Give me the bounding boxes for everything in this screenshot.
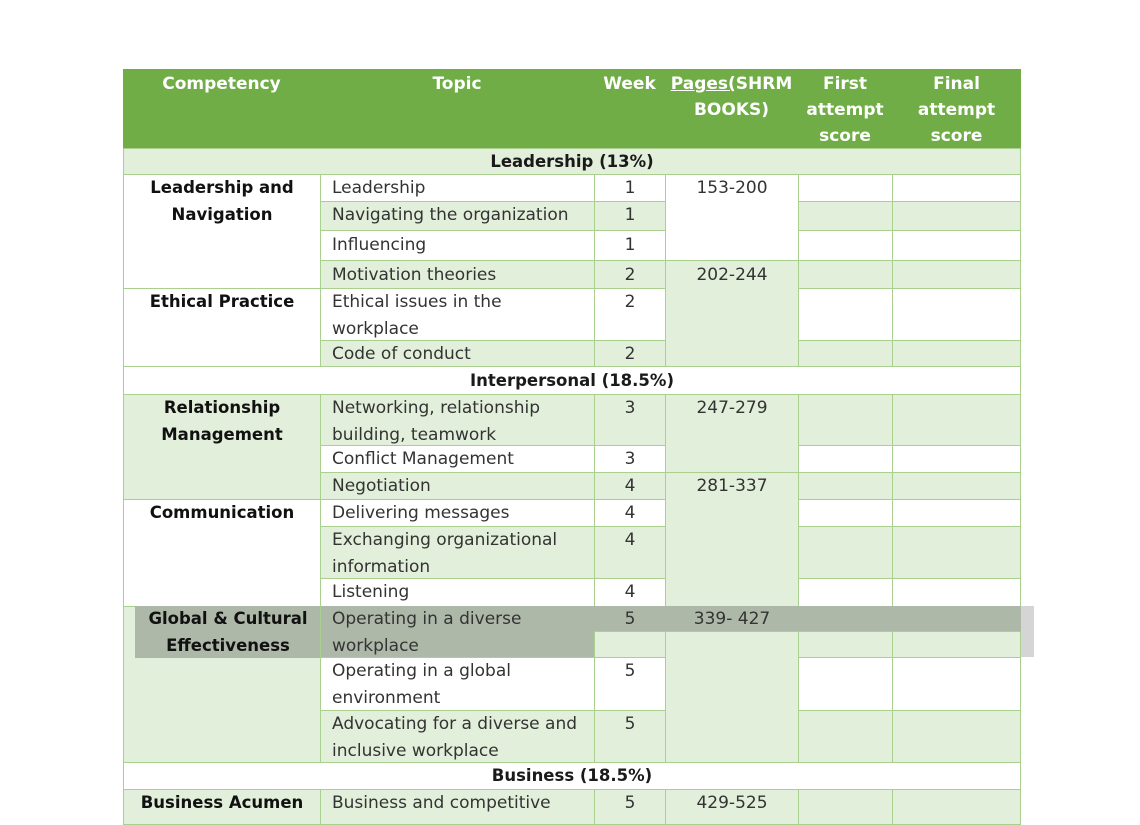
week-cell: 1 <box>594 174 666 202</box>
final-score-cell-lower[interactable] <box>892 631 1021 658</box>
topic-line: workplace <box>332 318 419 339</box>
header-final-line3: score <box>930 126 983 146</box>
week-cell: 2 <box>594 260 666 289</box>
week-cell: 3 <box>594 445 666 473</box>
final-score-cell[interactable] <box>892 578 1021 607</box>
week-cell: 5 <box>594 789 666 825</box>
topic-line: Exchanging organizational <box>332 530 558 550</box>
header-pages-part3: BOOKS) <box>693 100 770 120</box>
header-first-attempt <box>798 70 892 149</box>
topic-line: Ethical issues in the <box>332 292 502 312</box>
final-score-cell[interactable] <box>892 260 1021 289</box>
week-cell: 5 <box>594 606 666 632</box>
pages-cell: 429-525 <box>665 789 799 825</box>
topic-cell: Negotiation <box>320 472 595 500</box>
section-leadership: Leadership (13%) <box>123 148 1021 175</box>
topic-cell: Navigating the organization <box>320 201 595 231</box>
first-score-cell[interactable] <box>798 445 893 473</box>
final-score-cell[interactable] <box>892 288 1021 341</box>
first-score-cell[interactable] <box>798 174 893 202</box>
topic-line: Operating in a diverse <box>332 609 522 629</box>
topic-cell: Code of conduct <box>320 340 595 367</box>
first-score-cell[interactable] <box>798 526 893 579</box>
final-score-cell[interactable] <box>892 472 1021 500</box>
pages-cell: 153-200 <box>665 174 799 261</box>
final-score-cell[interactable] <box>892 657 1021 711</box>
week-cell: 5 <box>594 710 666 763</box>
topic-line: information <box>332 556 431 577</box>
topic-cell <box>320 394 595 446</box>
first-score-cell[interactable] <box>798 230 893 261</box>
week-cell: 1 <box>594 201 666 231</box>
topic-line: workplace <box>332 635 419 656</box>
topic-cell <box>320 288 595 341</box>
first-score-cell[interactable] <box>798 201 893 231</box>
competency-leadership-navigation <box>123 174 321 289</box>
topic-line: building, teamwork <box>332 424 497 445</box>
first-score-cell[interactable] <box>798 260 893 289</box>
final-score-cell[interactable] <box>892 789 1021 825</box>
topic-cell: Delivering messages <box>320 499 595 527</box>
competency-line: Global & Cultural <box>148 609 308 628</box>
final-score-cell[interactable] <box>892 606 1021 632</box>
competency-line: Effectiveness <box>166 635 290 655</box>
final-score-cell[interactable] <box>892 394 1021 446</box>
topic-cell <box>320 710 595 763</box>
topic-cell: Motivation theories <box>320 260 595 289</box>
header-pages-part2: SHRM <box>735 74 793 94</box>
week-cell: 2 <box>594 340 666 367</box>
first-score-cell[interactable] <box>798 472 893 500</box>
competency-global-cultural <box>135 606 321 658</box>
pages-cell: 202-244 <box>665 260 799 367</box>
header-competency: Competency <box>162 74 281 94</box>
first-score-cell-lower[interactable] <box>798 631 893 658</box>
competency-line: Relationship <box>163 398 281 417</box>
competency-line: Leadership and <box>150 178 294 197</box>
first-score-cell[interactable] <box>798 340 893 367</box>
topic-cell: Leadership <box>320 174 595 202</box>
first-score-cell[interactable] <box>798 789 893 825</box>
competency-line: Management <box>161 424 283 444</box>
final-score-cell[interactable] <box>892 340 1021 367</box>
topic-cell <box>320 606 595 658</box>
section-business: Business (18.5%) <box>123 762 1021 790</box>
header-pages <box>665 70 798 123</box>
final-score-cell[interactable] <box>892 201 1021 231</box>
week-cell: 4 <box>594 472 666 500</box>
topic-line: Networking, relationship <box>332 398 541 418</box>
topic-cell: Conflict Management <box>320 445 595 473</box>
pages-cell: 281-337 <box>665 472 799 607</box>
header-topic: Topic <box>432 74 482 94</box>
week-cell-lower <box>594 631 666 658</box>
competency-line: Navigation <box>171 204 273 224</box>
topic-line: environment <box>332 687 441 708</box>
week-cell: 4 <box>594 526 666 579</box>
first-score-cell[interactable] <box>798 606 893 632</box>
competency-relationship-management <box>123 394 321 500</box>
competency-ethical-practice: Ethical Practice <box>123 288 321 367</box>
week-cell: 1 <box>594 230 666 261</box>
pages-cell: 247-279 <box>665 394 799 473</box>
header-final-line1: Final <box>933 74 980 94</box>
scroll-marker <box>1021 606 1034 657</box>
pages-cell-lower <box>665 631 799 763</box>
week-cell: 3 <box>594 394 666 446</box>
first-score-cell[interactable] <box>798 394 893 446</box>
final-score-cell[interactable] <box>892 174 1021 202</box>
final-score-cell[interactable] <box>892 526 1021 579</box>
week-cell: 2 <box>594 288 666 341</box>
header-final-line2: attempt <box>917 100 996 120</box>
week-cell: 5 <box>594 657 666 711</box>
week-cell: 4 <box>594 499 666 527</box>
first-score-cell[interactable] <box>798 710 893 763</box>
pages-cell: 339- 427 <box>665 606 799 632</box>
topic-cell: Listening <box>320 578 595 607</box>
header-first-line2: attempt <box>806 100 884 120</box>
final-score-cell[interactable] <box>892 230 1021 261</box>
topic-line: inclusive workplace <box>332 740 499 761</box>
header-final-attempt <box>892 70 1021 149</box>
first-score-cell[interactable] <box>798 288 893 341</box>
topic-cell <box>320 526 595 579</box>
final-score-cell[interactable] <box>892 445 1021 473</box>
header-week: Week <box>603 74 656 94</box>
topic-cell: Influencing <box>320 230 595 261</box>
topic-cell <box>320 657 595 711</box>
first-score-cell[interactable] <box>798 499 893 527</box>
competency-business-acumen: Business Acumen <box>123 789 321 825</box>
week-cell: 4 <box>594 578 666 607</box>
final-score-cell[interactable] <box>892 710 1021 763</box>
topic-cell: Business and competitive <box>320 789 595 825</box>
final-score-cell[interactable] <box>892 499 1021 527</box>
first-score-cell[interactable] <box>798 578 893 607</box>
competency-communication: Communication <box>123 499 321 607</box>
header-first-line1: First <box>822 74 868 94</box>
header-first-line3: score <box>819 126 871 146</box>
section-interpersonal: Interpersonal (18.5%) <box>123 366 1021 395</box>
topic-line: Advocating for a diverse and <box>332 714 578 734</box>
header-pages-part1: Pages( <box>670 74 736 94</box>
first-score-cell[interactable] <box>798 657 893 711</box>
topic-line: Operating in a global <box>332 661 511 681</box>
